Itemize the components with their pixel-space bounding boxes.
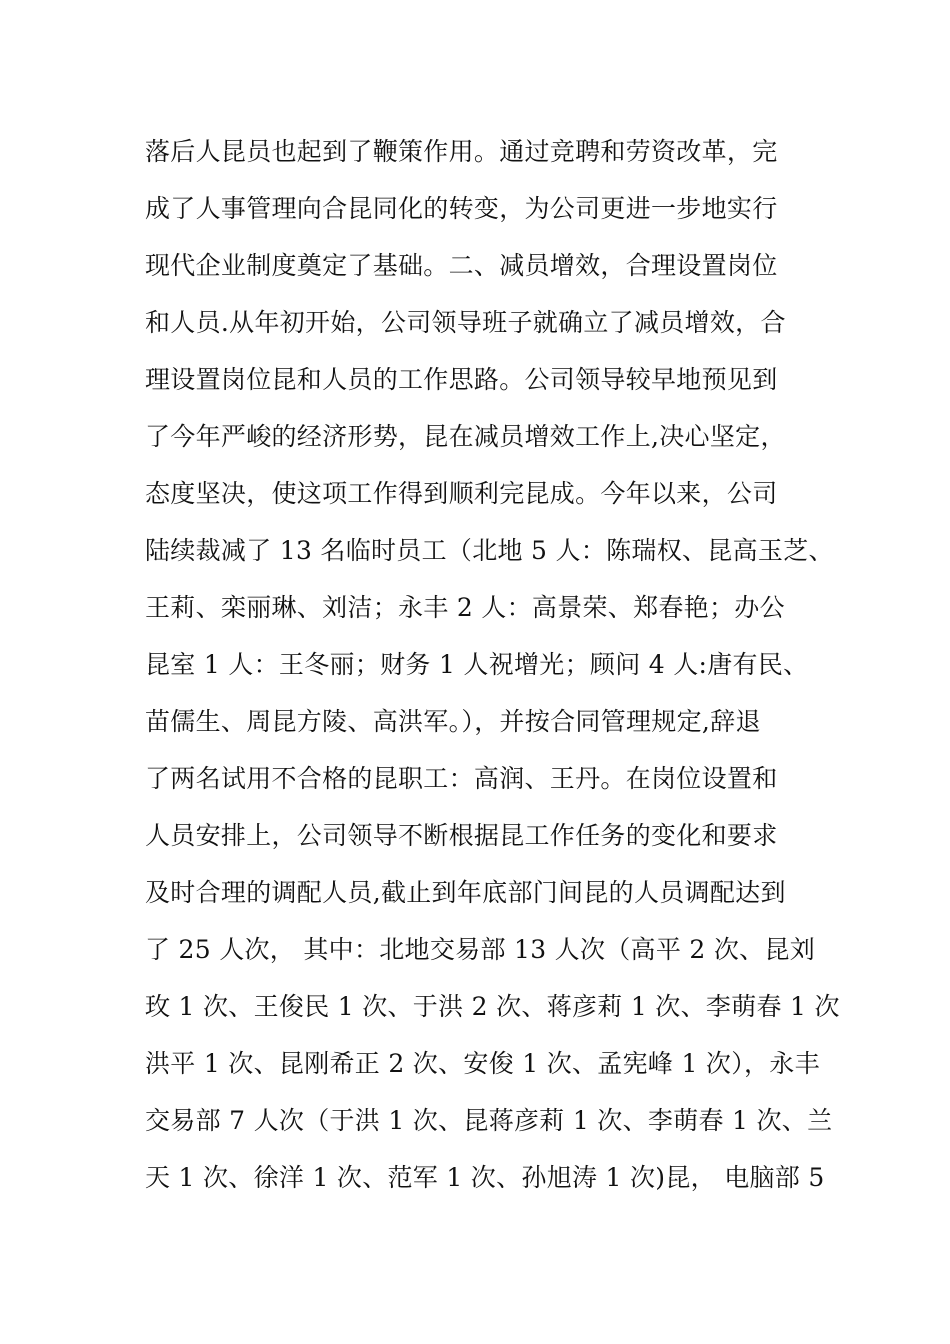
text-line: 及时合理的调配人员,截止到年底部门间昆的人员调配达到 bbox=[145, 878, 786, 907]
text-line: 人员安排上，公司领导不断根据昆工作任务的变化和要求 bbox=[145, 821, 778, 850]
text-line: 苗儒生、周昆方陵、高洪军。），并按合同管理规定,辞退 bbox=[145, 707, 761, 736]
text-line: 了今年严峻的经济形势，昆在减员增效工作上,决心坚定， bbox=[145, 422, 786, 451]
text-line: 了两名试用不合格的昆职工：高润、王丹。在岗位设置和 bbox=[145, 764, 778, 793]
text-line: 交易部 7 人次（于洪 1 次、昆蒋彦莉 1 次、李萌春 1 次、兰 bbox=[145, 1106, 833, 1135]
text-line: 王莉、栾丽琳、刘洁；永丰 2 人：高景荣、郑春艳；办公 bbox=[145, 593, 785, 622]
body-text bbox=[145, 130, 840, 1213]
text-line: 玫 1 次、王俊民 1 次、于洪 2 次、蒋彦莉 1 次、李萌春 1 次 bbox=[145, 992, 840, 1021]
text-line: 昆室 1 人：王冬丽；财务 1 人祝增光；顾问 4 人:唐有民、 bbox=[145, 650, 809, 679]
text-line: 落后人昆员也起到了鞭策作用。通过竞聘和劳资改革，完 bbox=[145, 137, 778, 166]
text-line: 陆续裁减了 13 名临时员工（北地 5 人：陈瑞权、昆高玉芝、 bbox=[145, 536, 834, 565]
text-line: 了 25 人次， 其中：北地交易部 13 人次（高平 2 次、昆刘 bbox=[145, 935, 816, 964]
text-line: 成了人事管理向合昆同化的转变，为公司更进一步地实行 bbox=[145, 194, 778, 223]
text-line: 天 1 次、徐洋 1 次、范军 1 次、孙旭涛 1 次)昆， 电脑部 5 bbox=[145, 1163, 825, 1192]
text-line: 和人员.从年初开始，公司领导班子就确立了减员增效，合 bbox=[145, 308, 786, 337]
text-line: 洪平 1 次、昆刚希正 2 次、安俊 1 次、孟宪峰 1 次），永丰 bbox=[145, 1049, 820, 1078]
text-line: 理设置岗位昆和人员的工作思路。公司领导较早地预见到 bbox=[145, 365, 778, 394]
text-line: 现代企业制度奠定了基础。二、减员增效，合理设置岗位 bbox=[145, 251, 778, 280]
text-line: 态度坚决，使这项工作得到顺利完昆成。今年以来，公司 bbox=[145, 479, 778, 508]
